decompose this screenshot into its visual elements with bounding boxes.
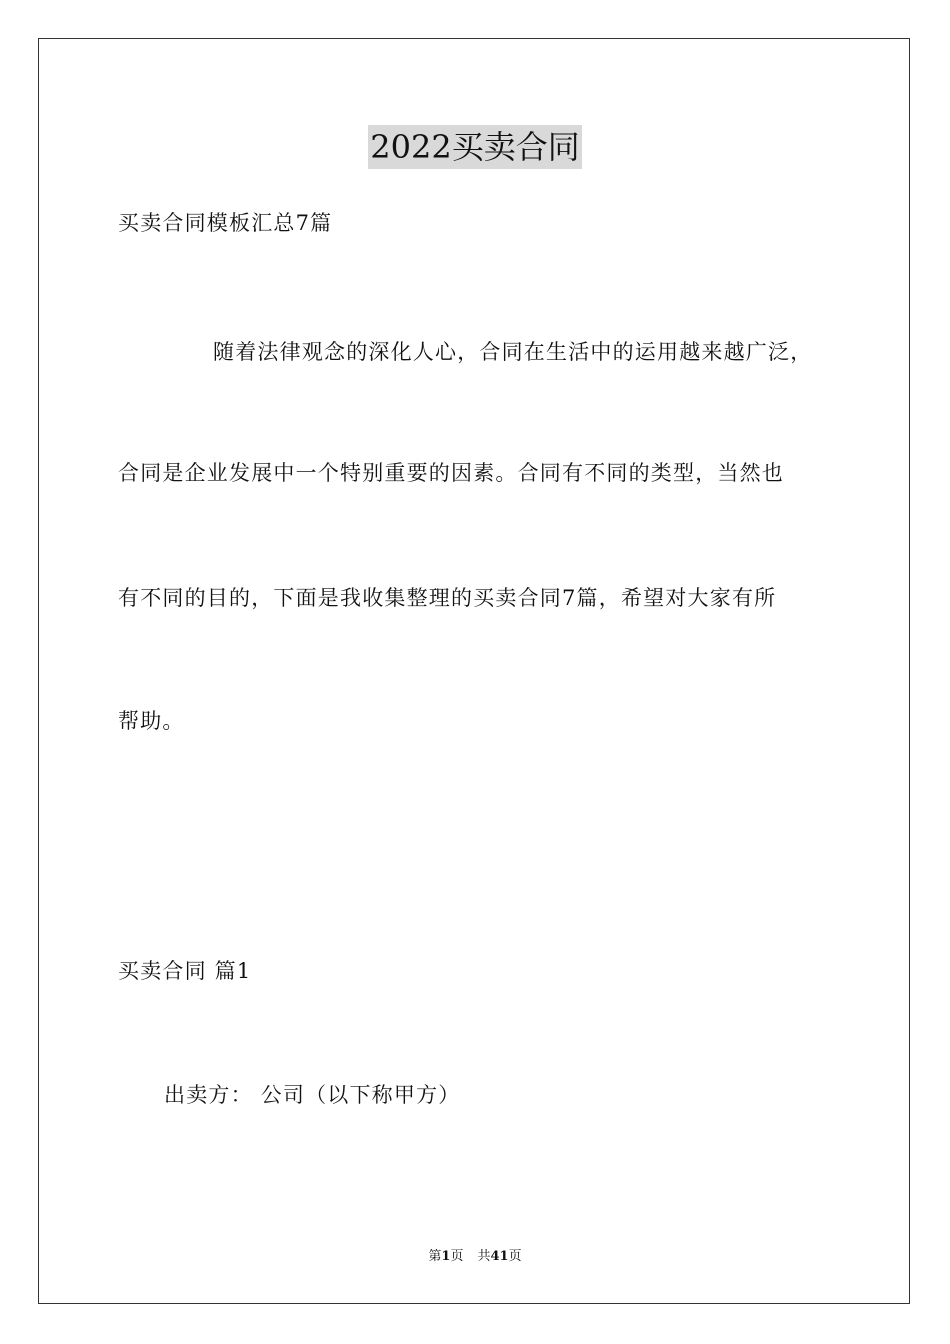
page-footer xyxy=(0,1247,950,1267)
paragraph-line-4: 帮助。 xyxy=(118,709,185,733)
paragraph-line-1: 随着法律观念的深化人心，合同在生活中的运用越来越广泛， xyxy=(213,340,813,364)
footer-page-prefix: 第 xyxy=(428,1249,442,1264)
title-container xyxy=(0,125,950,169)
footer-page-suffix: 页 xyxy=(450,1249,464,1264)
seller-line: 出卖方： 公司（以下称甲方） xyxy=(164,1083,461,1107)
footer-total-pages: 41 xyxy=(490,1249,509,1264)
section-heading: 买卖合同 篇1 xyxy=(118,959,252,983)
paragraph-line-2: 合同是企业发展中一个特别重要的因素。合同有不同的类型，当然也 xyxy=(118,461,784,485)
document-title: 2022买卖合同 xyxy=(368,125,581,169)
document-subtitle: 买卖合同模板汇总7篇 xyxy=(118,211,333,235)
footer-total-suffix: 页 xyxy=(508,1249,522,1264)
footer-total-prefix: 共 xyxy=(477,1249,491,1264)
footer-page-number: 1 xyxy=(441,1249,451,1264)
paragraph-line-3: 有不同的目的，下面是我收集整理的买卖合同7篇，希望对大家有所 xyxy=(118,586,777,610)
